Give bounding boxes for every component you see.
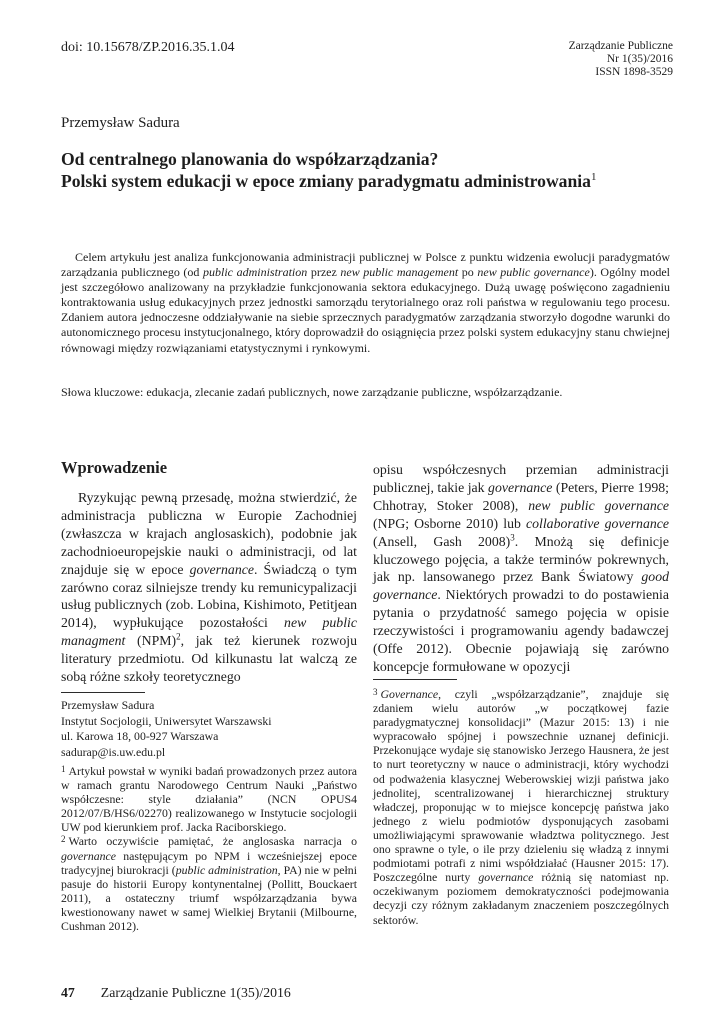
page-footer [61,985,291,1001]
article-title [61,148,681,192]
affiliation-institute: Instytut Socjologii, Uniwersytet Warszawski [61,713,272,728]
footnote-3: $^3$ Governance, czyli „współzarządzanie”, znajduje się zdaniem wielu autorów „w początkowej fazie paradygmatycznej konsolidacji” (Mazur 2015: 13) i nie wypracowało spójnej i powszechnie uznanej definicji. Przekonujące wydaje się stanowisko Jerzego Hausnera, że jest to nurt teoretyczny w nauce o administracji, który wychodzi od podważenia klasycznej Weberowskiej wizji państwa jako jednolitej, scentralizowanej i hierarchicznej struktury władczej, proponując w to miejsce koncepcję państwa jako jednego z wielu podmiotów dysponujących zasobami umożliwiającymi sprawowanie władztwa politycznego. Jest ono sprawne o tyle, o ile przy dzieleniu się władzą z innymi podmiotami potrafi z nimi współdziałać (Hausner 2015: 17). Poszczególne nurty governance różnią się natomiast np. oczekiwanym poziomem demokratyczności podejmowania decyzji czy różnym zakładanym znaczeniem poszczególnych sektorów. [373,687,669,927]
footnotes-left [61,764,357,933]
affiliation-name: Przemysław Sadura [61,698,155,712]
keywords: Słowa kluczowe: edukacja, zlecanie zadań publicznych, nowe zarządzanie publiczne, współzarządzanie. [61,385,563,399]
body-column-left [61,489,357,686]
journal-issue: Nr 1(35)/2016 [606,53,673,65]
footnote-ref-2: 2 [176,631,181,642]
abstract-paragraph: Celem artykułu jest analiza funkcjonowania administracji publicznej w Polsce z punktu widzenia ewolucji paradygmatów zarządzania publicznego (od public administration przez new public management po new public governance). Ogólny model jest szczegółowo analizowany na przykładzie funkcjonowania sektora edukacyjnego. Dużą uwagę poświęcono zagadnieniu kontraktowania usług edukacyjnych przez jednostki samorządu terytorialnego oraz roli państwa w regulowaniu tego procesu. Zdaniem autora jednoczesne oddziaływanie na siebie sprzecznych paradygmatów zarządzania stworzyło dogodne warunki do autonomicznego procesu instytucjonalnego, który doprowadził do osiągnięcia przez polski system edukacyjny stanu chwiejnej równowagi między rozwiązaniami etatystycznymi i rynkowymi. [61,250,670,355]
footnote-divider-right [373,679,457,680]
article-author: Przemysław Sadura [61,115,180,131]
footnote-divider-left [61,692,145,693]
footnote-1: $^1$ Artykuł powstał w wyniki badań prowadzonych przez autora w ramach grantu Narodowego Centrum Nauki „Państwo współczesne: style działania” (NCN OPUS4 2012/07/B/HS6/02270) realizowanego w Instytucie socjologii UW pod kierunkiem prof. Jacka Raciborskiego. [61,764,357,835]
footnotes-right [373,687,669,927]
affiliation-email[interactable]: sadurap@is.uw.edu.pl [61,744,166,759]
footnote-2: $^2$ Warto oczywiście pamiętać, że anglosaska narracja o governance następującym po NPM i wcześniejszej epoce tradycyjnej biurokracji (public administration, PA) nie w pełni pasuje do historii Europy kontynentalnej (Pollitt, Bouckaert 2011), a ostateczny triumf współzarządzania bywa kwestionowany nawet w samej Wielkiej Brytanii (Milbourne, Cushman 2012). [61,834,357,934]
footer-journal-ref: Zarządzanie Publiczne 1(35)/2016 [100,985,291,1000]
journal-issn: ISSN 1898-3529 [595,66,673,78]
footnote-ref-3: 3 [510,532,515,543]
title-line-1: Od centralnego planowania do współzarządzania? [61,149,439,169]
page-number: 47 [61,985,75,1000]
author-affiliation [61,698,272,760]
section-heading: Wprowadzenie [61,458,168,477]
journal-name: Zarządzanie Publiczne [568,40,673,52]
journal-info [569,40,673,79]
doi-label: doi: 10.15678/ZP.2016.35.1.04 [61,40,235,55]
body-paragraph: Ryzykując pewną przesadę, można stwierdzić, że administracja publiczna w Europie Zachodniej (zwłaszcza w krajach anglosaskich), podobnie jak zachodnioeuropejskie nauki o administracji, od lat znajduje się w epoce governance. Świadczą o tym zarówno coraz silniejsze trendy ku remunicypalizacji usług publicznych (zob. Lobina, Kishimoto, Petitjean 2014), wypłukujące pozostałości new public managment (NPM)$^2$, jak też kierunek rozwoju literatury przedmiotu. Od kilkunastu lat walczą ze sobą różne szkoły teoretycznego [61,490,357,685]
title-footnote-mark: 1 [590,171,597,183]
abstract [61,250,670,356]
title-line-2: Polski system edukacji w epoce zmiany paradygmatu administrowania$^1$ [61,171,597,191]
body-column-right [373,461,669,676]
affiliation-address: ul. Karowa 18, 00-927 Warszawa [61,729,219,744]
body-paragraph: opisu współczesnych przemian administracji publicznej, takie jak governance (Peters, Pierre 1998; Chhotray, Stoker 2008), new public governance (NPG; Osborne 2010) lub collaborative governance (Ansell, Gash 2008)$^3$. Mnożą się definicje kluczowego pojęcia, a także terminów pokrewnych, jak np. lansowanego przez Bank Światowy good governance. Niektórych prowadzi to do postawienia pytania o przydatność samego pojęcia w opisie rzeczywistości i programowaniu agendy badawczej (Offe 2012). Obecnie pojawiają się zarówno koncepcje formułowane w opozycji [373,462,670,674]
